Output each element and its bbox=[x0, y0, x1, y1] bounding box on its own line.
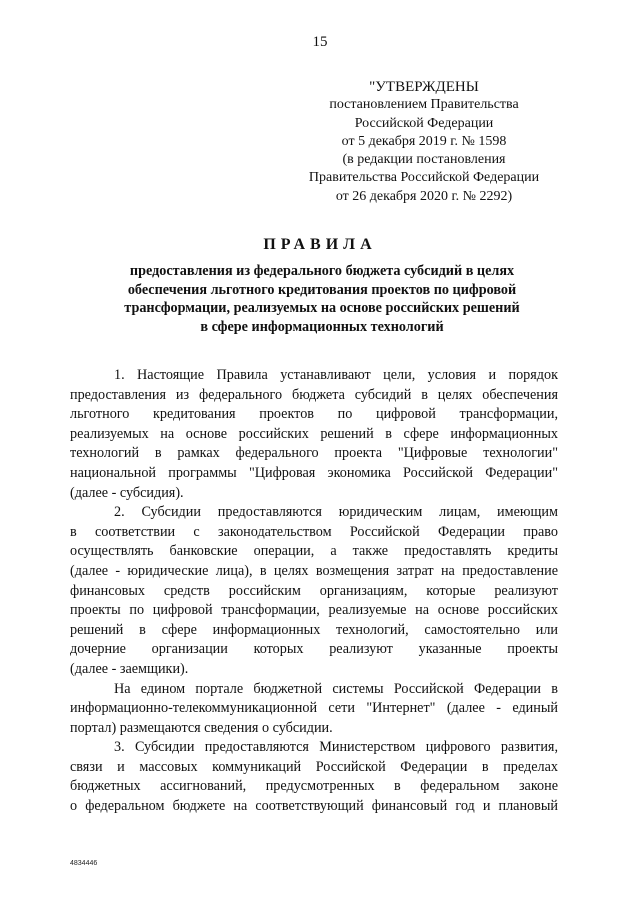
text-line: в соответствии с законодательством Российской Федерации право bbox=[70, 523, 558, 540]
approval-line: постановлением Правительства bbox=[329, 97, 519, 113]
paragraph-1 bbox=[70, 366, 558, 503]
paragraph-4 bbox=[70, 738, 558, 816]
text-line: предоставления из федерального бюджета субсидий в целях обеспечения bbox=[70, 386, 558, 403]
document-title: ПРАВИЛА bbox=[263, 236, 377, 253]
body-text bbox=[70, 366, 558, 817]
text-line: информационно-телекоммуникационной сети "Интернет" (далее - единый bbox=[70, 700, 558, 717]
paragraph-2 bbox=[70, 503, 558, 679]
document-id: 4834446 bbox=[70, 860, 98, 867]
text-line: (далее - заемщики). bbox=[70, 660, 189, 677]
subtitle-line: в сфере информационных технологий bbox=[200, 318, 444, 335]
text-line: 3. Субсидии предоставляются Министерством цифрового развития, bbox=[114, 739, 558, 756]
paragraph-3 bbox=[70, 680, 558, 739]
text-line: осуществлять банковские операции, а также предоставлять кредиты bbox=[70, 543, 558, 560]
approval-line: (в редакции постановления bbox=[342, 152, 506, 168]
page-number: 15 bbox=[312, 34, 328, 50]
text-line: связи и массовых коммуникаций Российской Федерации в пределах bbox=[70, 758, 558, 775]
text-line: портал) размещаются сведения о субсидии. bbox=[70, 719, 333, 736]
subtitle-line: обеспечения льготного кредитования проектов по цифровой bbox=[127, 281, 517, 298]
text-line: льготного кредитования проектов по цифровой трансформации, bbox=[70, 406, 558, 423]
text-line: о федеральном бюджете на соответствующий финансовый год и плановый bbox=[70, 798, 558, 815]
text-line: 1. Настоящие Правила устанавливают цели, условия и порядок bbox=[114, 367, 558, 383]
text-line: финансовых средств российским организациям, которые реализуют bbox=[70, 582, 558, 599]
text-line: дочерние организации которых реализуют указанные проекты bbox=[70, 641, 558, 658]
text-line: бюджетных ассигнований, предусмотренных в федеральном законе bbox=[70, 778, 558, 795]
subtitle-line: трансформации, реализуемых на основе российских решений bbox=[124, 300, 520, 317]
approval-line: "УТВЕРЖДЕНЫ bbox=[369, 79, 479, 95]
approval-line: Правительства Российской Федерации bbox=[308, 170, 540, 186]
text-line: 2. Субсидии предоставляются юридическим лицам, имеющим bbox=[114, 504, 558, 521]
text-line: реализуемых на основе российских решений в сфере информационных bbox=[70, 425, 558, 442]
subtitle-line: предоставления из федерального бюджета субсидий в целях bbox=[129, 263, 515, 279]
document-subtitle bbox=[80, 262, 564, 336]
text-line: национальной программы "Цифровая экономика Российской Федерации" bbox=[70, 464, 558, 481]
text-line: На едином портале бюджетной системы Российской Федерации в bbox=[114, 680, 558, 697]
text-line: решений в сфере информационных технологий, самостоятельно или bbox=[70, 621, 558, 638]
text-line: (далее - юридические лица), в целях возмещения затрат на предоставление bbox=[70, 562, 558, 579]
approval-line: от 5 декабря 2019 г. № 1598 bbox=[341, 133, 507, 149]
text-line: (далее - субсидия). bbox=[70, 484, 184, 501]
approval-line: от 26 декабря 2020 г. № 2292) bbox=[335, 188, 513, 204]
text-line: проекты по цифровой трансформации, реализуемые на основе российских bbox=[70, 602, 558, 619]
approval-line: Российской Федерации bbox=[354, 115, 494, 131]
text-line: технологий в рамках федерального проекта "Цифровые технологии" bbox=[70, 445, 558, 462]
approval-block bbox=[298, 78, 550, 206]
